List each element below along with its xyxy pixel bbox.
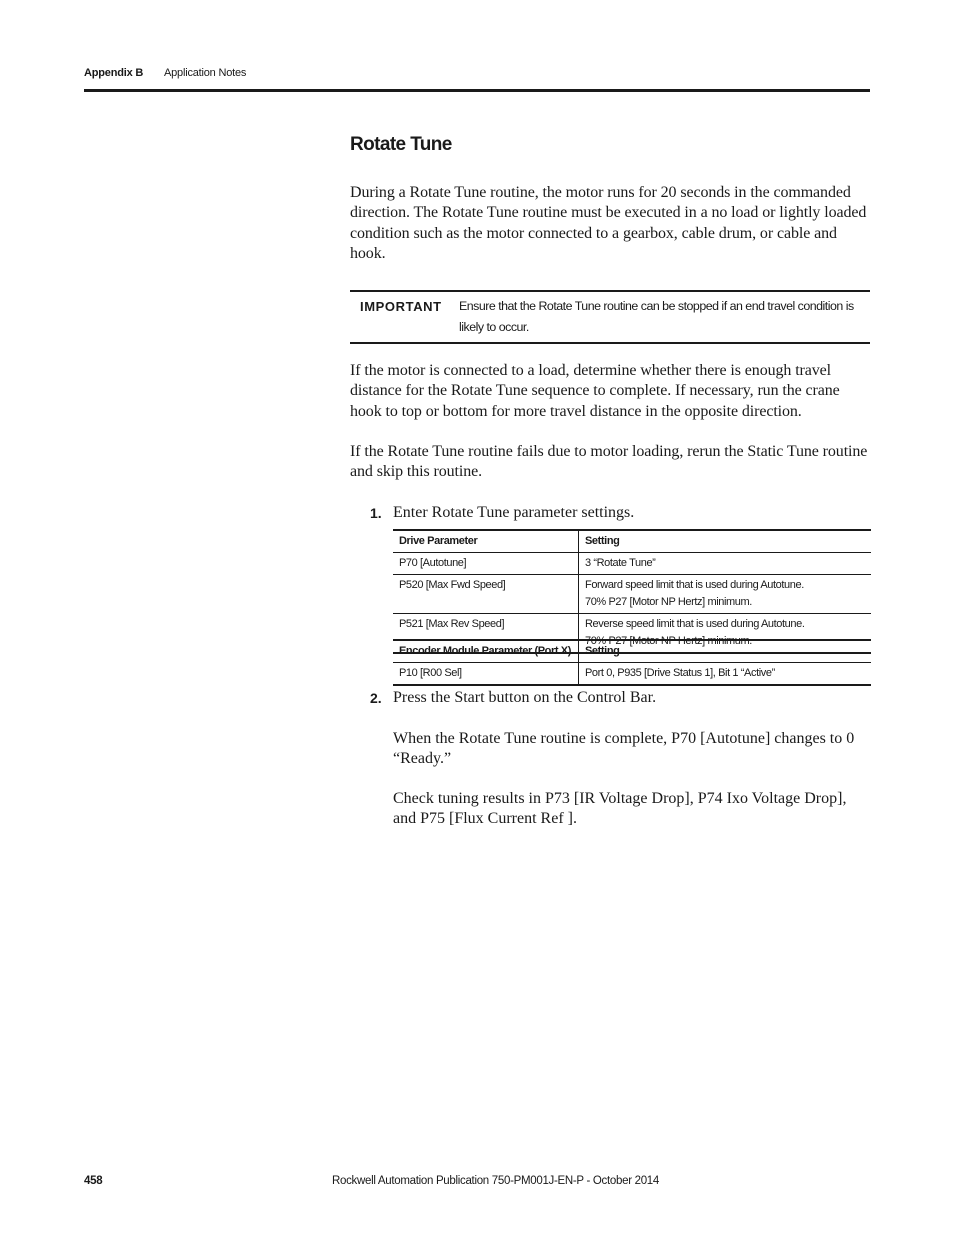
appendix-label: Appendix B [84, 67, 144, 79]
publication-info: Rockwell Automation Publication 750-PM001J-EN-P - October 2014 [332, 1175, 660, 1187]
step-2-result: When the Rotate Tune routine is complete, P70 [Autotune] changes to 0 “Ready.” [393, 730, 855, 768]
setting-cell [579, 663, 872, 686]
setting-line: 3 “Rotate Tune” [585, 557, 656, 569]
setting-line: 70% P27 [Motor NP Hertz] minimum. [585, 635, 752, 647]
encoder-parameter-table [393, 639, 871, 686]
step-text: Enter Rotate Tune parameter settings. [393, 504, 635, 521]
column-header: Setting [579, 530, 872, 553]
important-label: IMPORTANT [360, 299, 442, 314]
table-row [393, 553, 871, 575]
section-label: Application Notes [163, 67, 247, 79]
column-header: Drive Parameter [393, 530, 579, 553]
table-header-row [393, 530, 871, 553]
intro-paragraph: During a Rotate Tune routine, the motor runs for 20 seconds in the commanded direction. The Rotate Tune routine must be executed in a no load or lightly loaded condition such as the motor connected to a gearbox, cable drum, or cable and hook. [350, 184, 867, 262]
running-header [84, 67, 246, 79]
column-header: Setting [579, 640, 872, 663]
table-row [393, 663, 871, 686]
setting-cell [579, 575, 872, 614]
step-text: Press the Start button on the Control Bar. [393, 689, 657, 706]
param-cell: P521 [Max Rev Speed] [393, 614, 579, 654]
page-title: Rotate Tune [350, 134, 452, 155]
setting-cell [579, 553, 872, 575]
important-callout [350, 290, 870, 344]
setting-line: Port 0, P935 [Drive Status 1], Bit 1 “Active” [585, 667, 775, 679]
header-rule [84, 89, 870, 92]
step-number: 2. [370, 690, 382, 706]
param-cell: P70 [Autotune] [393, 553, 579, 575]
step-2-check: Check tuning results in P73 [IR Voltage Drop], P74 Ixo Voltage Drop], and P75 [Flux Current Ref ]. [393, 790, 847, 828]
step-number: 1. [370, 505, 382, 521]
setting-line: Reverse speed limit that is used during Autotune. [585, 618, 805, 630]
drive-parameter-table [393, 529, 871, 654]
param-cell: P520 [Max Fwd Speed] [393, 575, 579, 614]
table-header-row [393, 640, 871, 663]
param-cell: P10 [R00 Sel] [393, 663, 579, 686]
setting-line: 70% P27 [Motor NP Hertz] minimum. [585, 596, 752, 608]
column-header: Encoder Module Parameter (Port X) [393, 640, 579, 663]
page-number: 458 [84, 1175, 103, 1187]
important-text: Ensure that the Rotate Tune routine can be stopped if an end travel condition is likely to occur. [459, 299, 854, 334]
load-paragraph: If the motor is connected to a load, determine whether there is enough travel distance for the Rotate Tune sequence to complete. If necessary, run the crane hook to top or bottom for more travel distance in the opposite direction. [350, 362, 840, 420]
table-row [393, 575, 871, 614]
failure-paragraph: If the Rotate Tune routine fails due to motor loading, rerun the Static Tune routine and skip this routine. [350, 443, 868, 481]
setting-line: Forward speed limit that is used during Autotune. [585, 579, 804, 591]
